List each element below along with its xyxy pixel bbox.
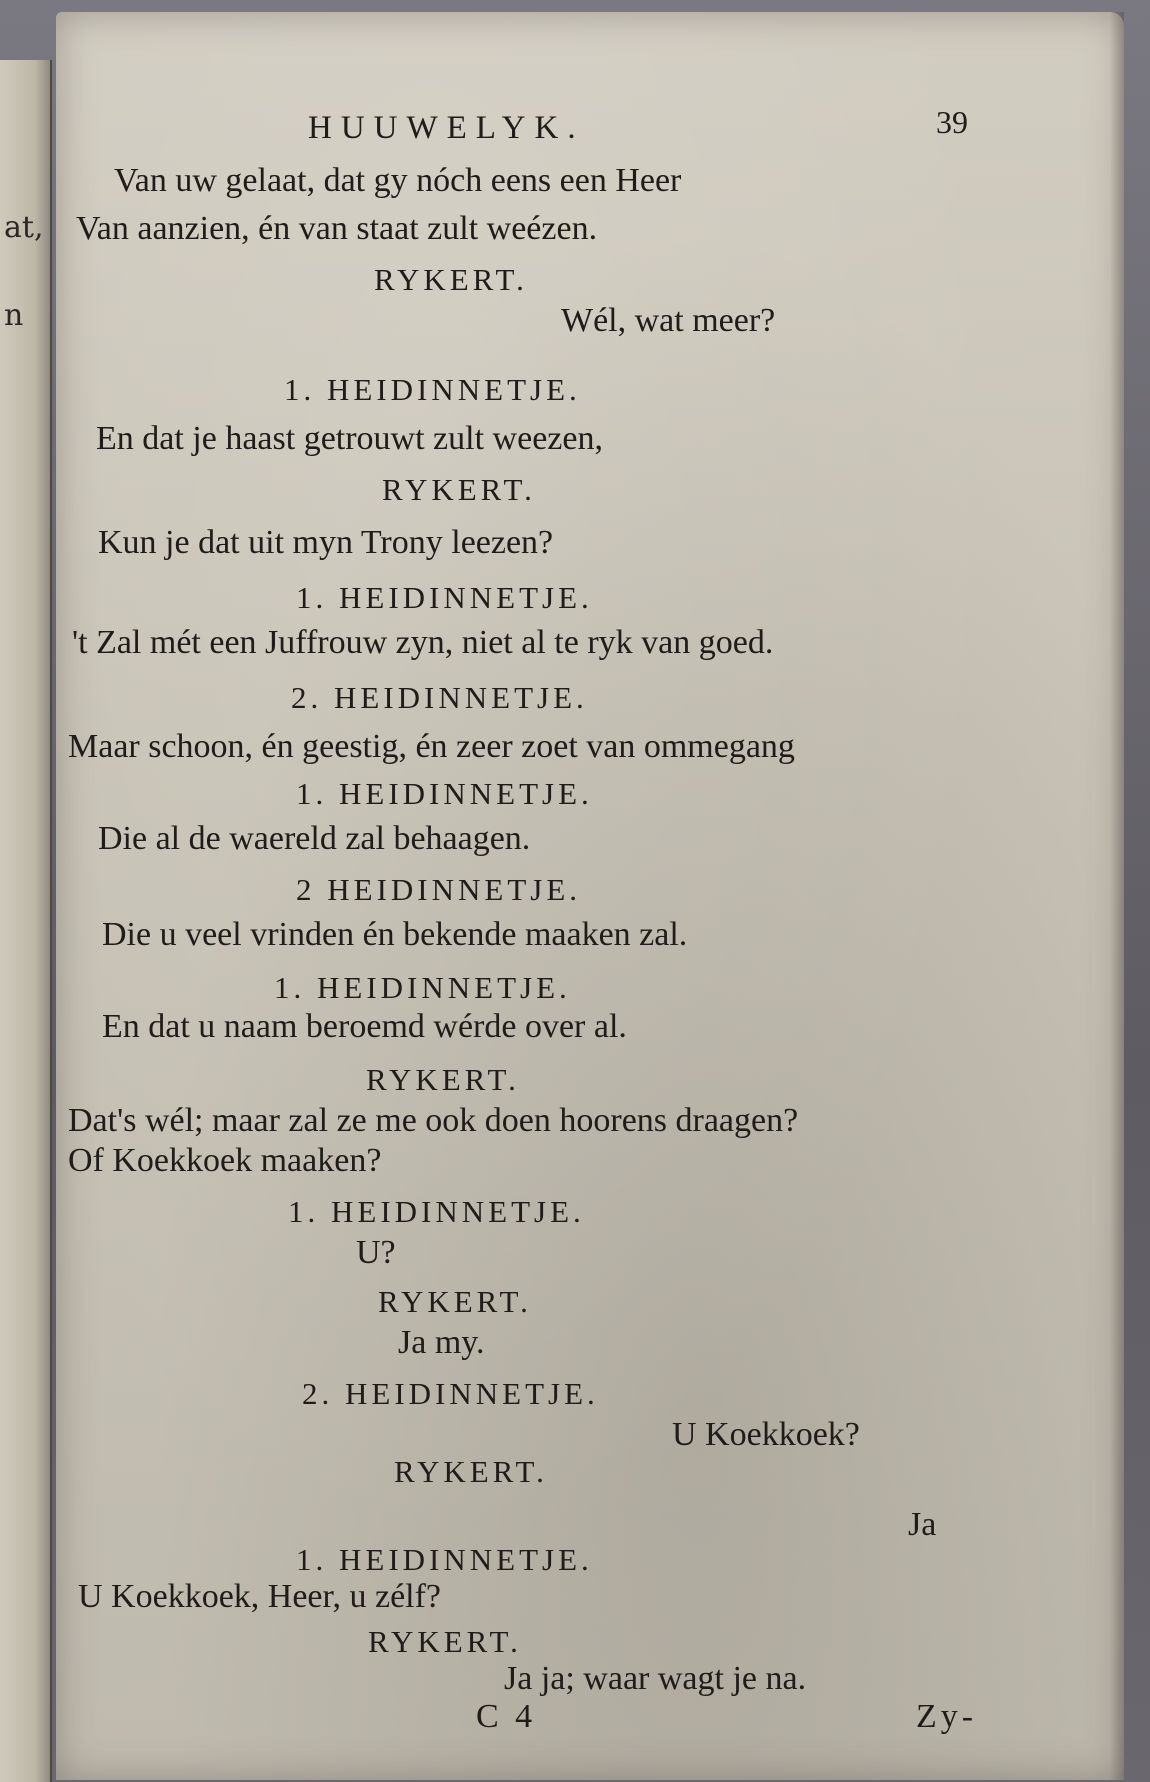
speaker-label: RYKERT. [368,1624,522,1659]
verse-line: Dat's wél; maar zal ze me ook doen hoorens draagen? [68,1102,799,1139]
speaker-label: RYKERT. [366,1062,520,1097]
speaker-label: RYKERT. [374,262,528,297]
speaker-label: 1. HEIDINNETJE. [288,1194,585,1229]
verse-line: En dat je haast getrouwt zult weezen, [96,420,603,457]
speaker-label: 1. HEIDINNETJE. [296,776,593,811]
speaker-label: 1. HEIDINNETJE. [296,580,593,615]
verse-line: U? [356,1234,396,1271]
page-number: 39 [936,104,968,140]
verse-line: Maar schoon, én geestig, én zeer zoet van ommegang [68,728,795,765]
verse-line: 't Zal mét een Juffrouw zyn, niet al te ryk van goed. [72,624,774,661]
speaker-label: RYKERT. [394,1454,548,1489]
speaker-label: RYKERT. [382,472,536,507]
verse-line: Ja ja; waar wagt je na. [504,1660,807,1697]
speaker-label: 2. HEIDINNETJE. [302,1376,599,1411]
page-shadow [1110,12,1124,1780]
signature-mark: C 4 [476,1698,537,1735]
speaker-label: 1. HEIDINNETJE. [274,970,571,1005]
verse-line: Ja my. [398,1324,485,1361]
verse-line: Ja [908,1506,937,1543]
verse-line: U Koekkoek, Heer, u zélf? [78,1578,442,1615]
verse-line: Van uw gelaat, dat gy nóch eens een Heer [114,162,682,199]
book-page [56,12,1124,1780]
verse-line: Wél, wat meer? [561,302,776,339]
speaker-label: RYKERT. [378,1284,532,1319]
verse-line: U Koekkoek? [672,1416,860,1453]
verse-line: En dat u naam beroemd wérde over al. [102,1008,627,1045]
left-page-edge [0,60,52,1782]
verse-line: Kun je dat uit myn Trony leezen? [98,524,554,561]
verse-line: Die al de waereld zal behaagen. [98,820,531,857]
speaker-label: 2 HEIDINNETJE. [296,872,582,907]
verse-line: Van aanzien, én van staat zult weézen. [76,210,598,247]
left-page-fragment: at, [4,210,44,245]
speaker-label: 1. HEIDINNETJE. [296,1542,593,1577]
catchword: Zy- [916,1698,978,1735]
left-page-fragment: n [4,298,24,333]
speaker-label: 2. HEIDINNETJE. [291,680,588,715]
running-header: HUUWELYK. [308,110,585,146]
speaker-label: 1. HEIDINNETJE. [284,372,581,407]
verse-line: Die u veel vrinden én bekende maaken zal. [102,916,688,953]
verse-line: Of Koekkoek maaken? [68,1142,382,1179]
